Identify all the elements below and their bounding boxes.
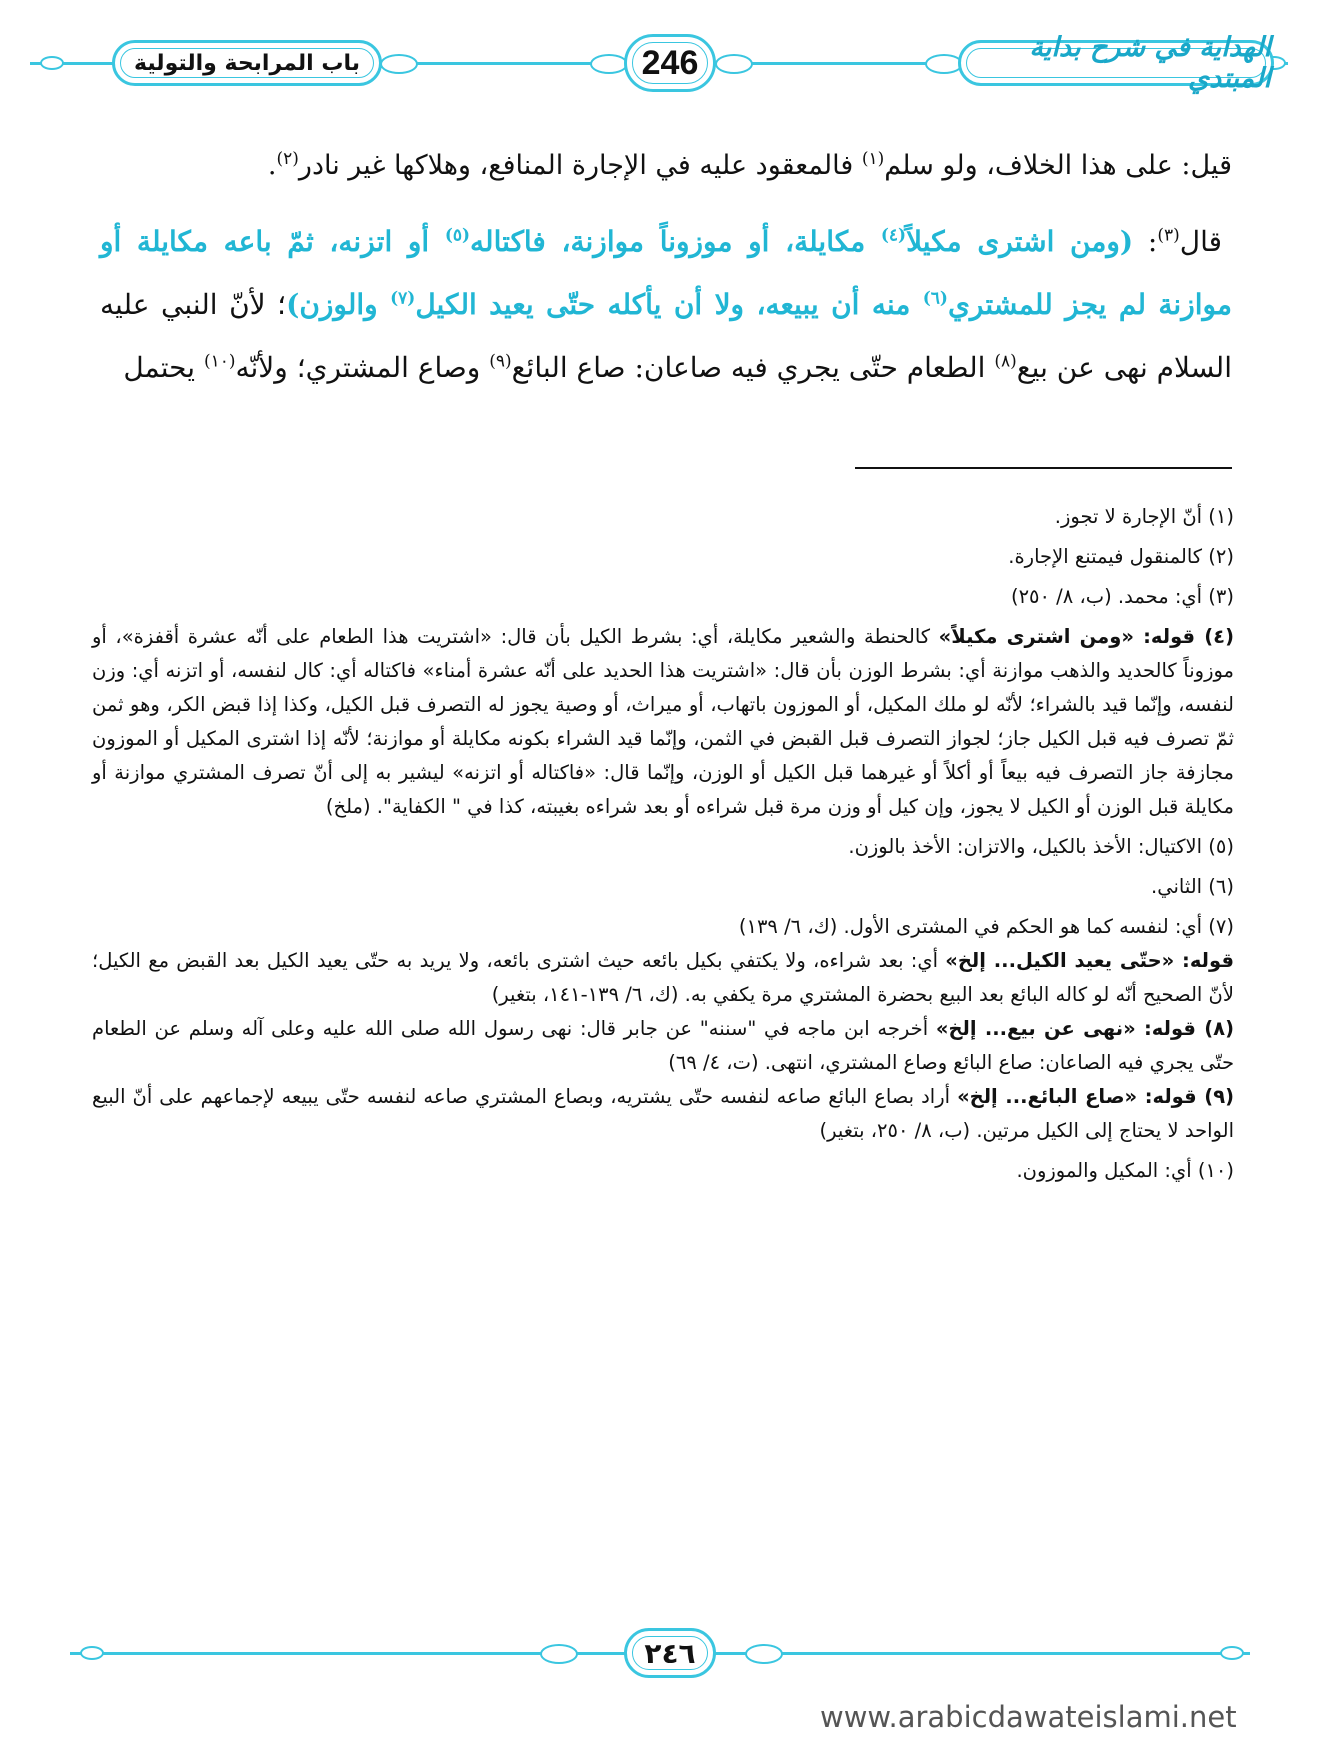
bottom-page-number: ٢٤٦ (644, 1636, 696, 1670)
page-number: 246 (641, 43, 699, 82)
chapter-title-cartouche (112, 40, 382, 86)
footnote-ref-6[interactable]: (٦) (922, 288, 948, 309)
main-text-segment: : (1133, 225, 1158, 258)
main-text-segment: قال (1179, 225, 1223, 258)
footnote-10: (١٠) أي: المكيل والموزون. (1016, 1159, 1234, 1182)
bottom-page-number-cartouche (624, 1628, 716, 1678)
footnote-ref-8[interactable]: (٨) (994, 351, 1017, 372)
footnote-ref-3[interactable]: (٣) (1157, 225, 1180, 246)
footnote-ref-10[interactable]: (١٠) (203, 351, 236, 372)
footnote-7: (٧) أي: لنفسه كما هو الحكم في المشترى الأول. (ك، ٦/ ١٣٩) (738, 915, 1234, 938)
main-text-line-1 (100, 144, 1232, 188)
footnote-ref-5[interactable]: (٥) (444, 225, 471, 246)
footnote-4-lead: (٤) قوله: «ومن اشترى مكيلاً» (938, 625, 1234, 648)
footnote-4-body: كالحنطة والشعير مكايلة، أي: بشرط الكيل بأن قال: «اشتريت هذا الطعام على أنّه عشرة أقفزة»، أو موزوناً كالحديد والذهب موازنة أي: بشرط الوزن بأن قال: «اشتريت هذا الحديد على أنّه عشرة أمناء» فاكتاله أي: كال لنفسه، أو اتزنه أي: وزن لنفسه، وإنّما قيد بالشراء؛ لأنّه لو ملك المكيل، أو الموزون باتهاب، أو ميراث، أو وصية يجوز له التصرف قبل الكيل، وكذا إذا قبض الكر، وهو ثمن ثمّ تصرف فيه قبل الكيل جاز؛ لجواز التصرف قبل القبض في الثمن، وإنّما قيد الشراء بكونه مكايلة أو موازنة؛ لأنّه إذا اشترى المكيل أو الموزون مجازفة جاز التصرف فيه بيعاً أو أكلاً أو غيرهما قبل الكيل أو الوزن، وإنّما قال: «فاكتاله أو اتزنه» ليشير به إلى أنّ تصرف المشتري موازنة أو مكايلة قبل الوزن أو الكيل لا يجوز، وإن كيل أو وزن مرة قبل شراءه أو بعد شراءه بغيبته، كذا في " الكفاية". (ملخ) (92, 625, 1234, 818)
footnote-ref-2[interactable]: (٢) (276, 149, 299, 169)
footnote-7-comment-body: أي: بعد شراءه، ولا يكتفي بكيل بائعه حيث اشترى بائعه، ولا يريد به حتّى يعيد الكيل بعد القبض مع الكيل؛ لأنّ الصحيح أنّه لو كاله البائع بعد البيع بحضرة المشتري مرة يكفي به. (ك، ٦/ ١٣٩-١٤١، بتغير) (92, 949, 1234, 1006)
website-url[interactable]: www.arabicdawateislami.net (820, 1700, 1237, 1734)
page-number-cartouche (624, 34, 716, 92)
footnote-ref-4[interactable]: (٤) (880, 225, 907, 246)
footnote-ref-9[interactable]: (٩) (489, 351, 512, 372)
matn-highlight: والوزن) (286, 288, 391, 321)
footnote-separator (855, 467, 1232, 469)
main-text-segment: فالمعقود عليه في الإجارة المنافع، وهلاكها غير نادر (298, 150, 862, 181)
main-text-segment: قيل: على هذا الخلاف، ولو سلم (884, 150, 1232, 181)
matn-highlight: (ومن اشترى مكيلاً (906, 225, 1134, 258)
footnote-4 (92, 620, 1234, 824)
footnotes (92, 500, 1234, 1194)
matn-highlight: مكايلة، أو موزوناً موازنة، فاكتاله (470, 225, 881, 258)
footnote-2: (٢) كالمنقول فيمتنع الإجارة. (1008, 545, 1234, 568)
main-text-segment: ؛ لأنّ النبي عليه السلام نهى عن بيع (100, 288, 1232, 384)
footnote-7-comment (92, 944, 1234, 1012)
book-title: الهداية في شرح بداية المبتدي (1029, 32, 1271, 94)
footnote-8-lead: (٨) قوله: «نهى عن بيع... إلخ» (935, 1017, 1234, 1040)
footnote-9 (92, 1080, 1234, 1148)
footnote-8 (92, 1012, 1234, 1080)
footnote-1: (١) أنّ الإجارة لا تجوز. (1054, 505, 1234, 528)
footnote-3: (٣) أي: محمد. (ب، ٨/ ٢٥٠) (1010, 585, 1234, 608)
main-text-segment: . (267, 150, 277, 181)
main-text-paragraph-2 (100, 210, 1232, 399)
footnote-9-lead: (٩) قوله: «صاع البائع... إلخ» (957, 1085, 1235, 1108)
footnote-8-body: أخرجه ابن ماجه في "سننه" عن جابر قال: نهى رسول الله صلى الله عليه وعلى آله وسلم عن الطعام حتّى يجري فيه الصاعان: صاع البائع وصاع المشتري، انتهى. (ت، ٤/ ٦٩) (92, 1017, 1234, 1074)
main-text-segment: الطعام حتّى يجري فيه صاعان: صاع البائع (511, 351, 995, 384)
footnote-7-comment-lead: قوله: «حتّى يعيد الكيل... إلخ» (945, 949, 1234, 972)
footnote-ref-1[interactable]: (١) (861, 149, 885, 169)
matn-highlight: منه أن يبيعه، ولا أن يأكله حتّى يعيد الكيل (415, 288, 923, 321)
main-text-segment: يحتمل (123, 351, 204, 384)
footnote-5: (٥) الاكتيال: الأخذ بالكيل، والاتزان: الأخذ بالوزن. (848, 835, 1234, 858)
chapter-title: باب المرابحة والتولية (133, 50, 360, 76)
matn-highlight: أو اتزنه، ثمّ باعه مكايلة أو موازنة لم يجز للمشتري (100, 225, 1232, 321)
main-text-segment: وصاع المشتري؛ ولأنّه (235, 351, 490, 384)
book-title-cartouche (958, 32, 1274, 94)
footnote-ref-7[interactable]: (٧) (390, 288, 416, 309)
footnote-9-body: أراد بصاع البائع صاعه لنفسه حتّى يشتريه، وبصاع المشتري صاعه لنفسه حتّى يبيعه لإجماعهم على أنّ البيع الواحد لا يحتاج إلى الكيل مرتين. (ب، ٨/ ٢٥٠، بتغير) (92, 1085, 1234, 1142)
footnote-6: (٦) الثاني. (1151, 875, 1234, 898)
